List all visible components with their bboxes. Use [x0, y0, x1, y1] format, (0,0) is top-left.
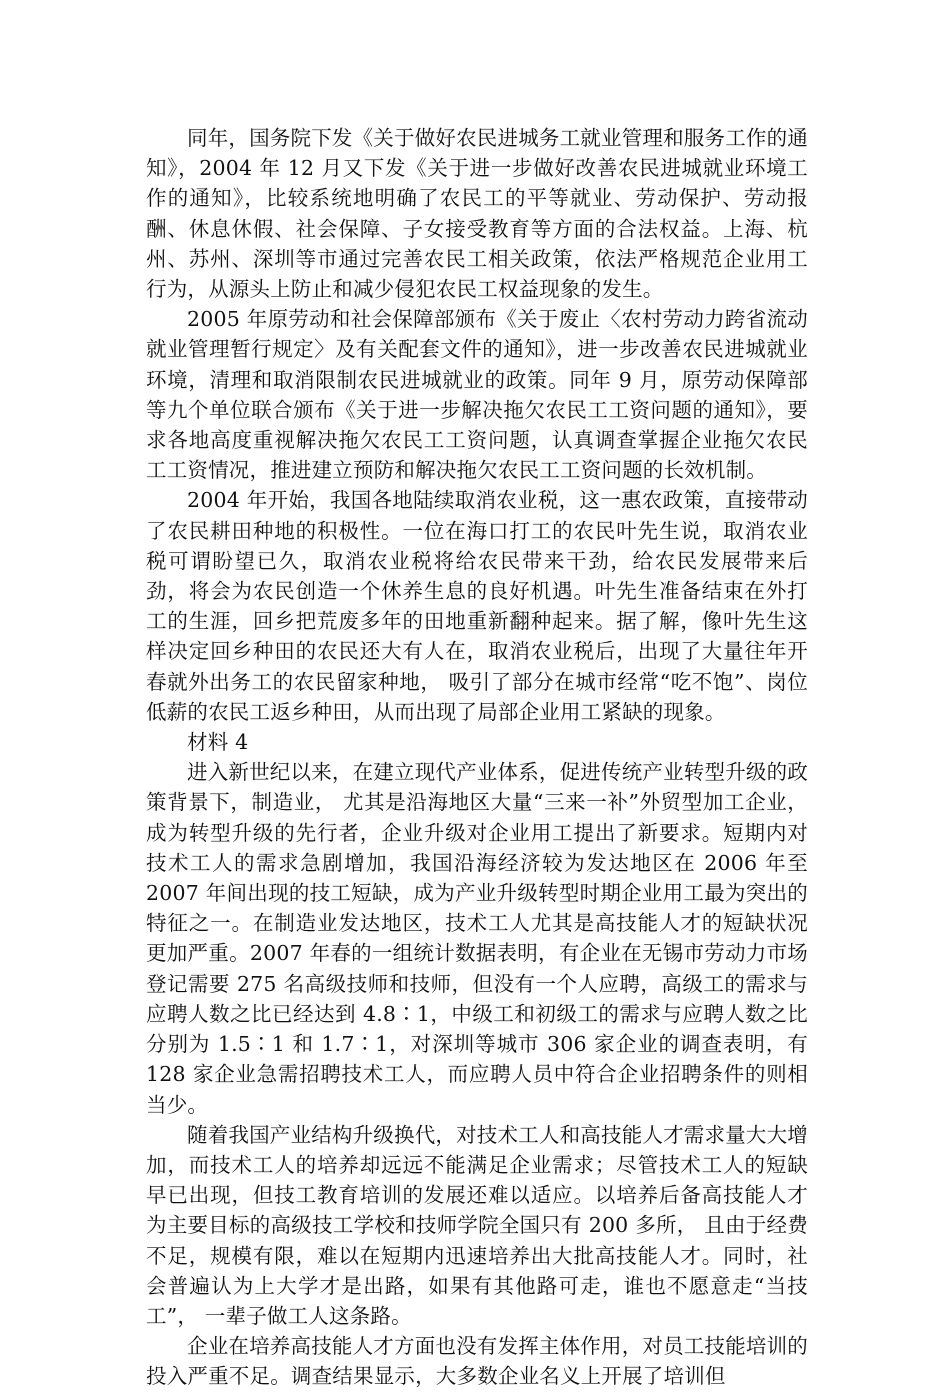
paragraph-2: 2005 年原劳动和社会保障部颁布《关于废止〈农村劳动力跨省流动就业管理暂行规定〉及有关配套文件的通知》，进一步改善农民进城就业环境，清理和取消限制农民进城就业的政策。同年 9 月，原劳动保障部等九个单位联合颁布《关于进一步解决拖欠农民工工资问题的通知》，要求各地高度重视解决拖欠农民工工资问题，认真调查掌握企业拖欠农民工工资情况，推进建立预防和解决拖欠农民工工资问题的长效机制。 [146, 307, 808, 483]
paragraph-4: 进入新世纪以来，在建立现代产业体系，促进传统产业转型升级的政策背景下，制造业， 尤其是沿海地区大量“三来一补”外贸型加工企业，成为转型升级的先行者，企业升级对企业用工提出了新要求。短期内对技术工人的需求急剧增加，我国沿海经济较为发达地区在 2006 年至 2007 年间出现的技工短缺，成为产业升级转型时期企业用工最为突出的特征之一。在制造业发达地区，技术工人尤其是高技能人才的短缺状况更加严重。2007 年春的一组统计数据表明，有企业在无锡市劳动力市场登记需要 275 名高级技师和技师，但没有一个人应聘，高级工的需求与应聘人数之比已经达到 4.8∶1，中级工和初级工的需求与应聘人数之比分别为 1.5∶1 和 1.7∶1，对深圳等城市 306 家企业的调查表明，有 128 家企业急需招聘技术工人，而应聘人员中符合企业招聘条件的则相当少。 [146, 760, 808, 1117]
paragraph-3: 2004 年开始，我国各地陆续取消农业税，这一惠农政策，直接带动了农民耕田种地的积极性。一位在海口打工的农民叶先生说，取消农业税可谓盼望已久，取消农业税将给农民带来干劲，给农民发展带来后劲，将会为农民创造一个休养生息的良好机遇。叶先生准备结束在外打工的生涯，回乡把荒废多年的田地重新翻种起来。据了解，像叶先生这样决定回乡种田的农民还大有人在，取消农业税后，出现了大量往年开春就外出务工的农民留家种地， 吸引了部分在城市经常“吃不饱”、岗位低薪的农民工返乡种田，从而出现了局部企业用工紧缺的现象。 [146, 488, 808, 724]
document-page [146, 123, 808, 1392]
section-label: 材料 4 [187, 730, 249, 755]
paragraph-1: 同年，国务院下发《关于做好农民进城务工就业管理和服务工作的通知》，2004 年 12 月又下发《关于进一步做好改善农民进城就业环境工作的通知》，比较系统地明确了农民工的平等就业、劳动保护、劳动报酬、休息休假、社会保障、子女接受教育等方面的合法权益。上海、杭州、苏州、深圳等市通过完善农民工相关政策，依法严格规范企业用工行为，从源头上防止和减少侵犯农民工权益现象的发生。 [146, 126, 808, 302]
paragraph-6: 企业在培养高技能人才方面也没有发挥主体作用，对员工技能培训的投入严重不足。调查结果显示，大多数企业名义上开展了培训但 [146, 1334, 808, 1389]
paragraph-5: 随着我国产业结构升级换代，对技术工人和高技能人才需求量大大增加，而技术工人的培养却远远不能满足企业需求；尽管技术工人的短缺早已出现，但技工教育培训的发展还难以适应。以培养后备高技能人才为主要目标的高级技工学校和技师学院全国只有 200 多所， 且由于经费不足，规模有限，难以在短期内迅速培养出大批高技能人才。同时，社会普遍认为上大学才是出路，如果有其他路可走，谁也不愿意走“当技工”， 一辈子做工人这条路。 [146, 1122, 808, 1328]
